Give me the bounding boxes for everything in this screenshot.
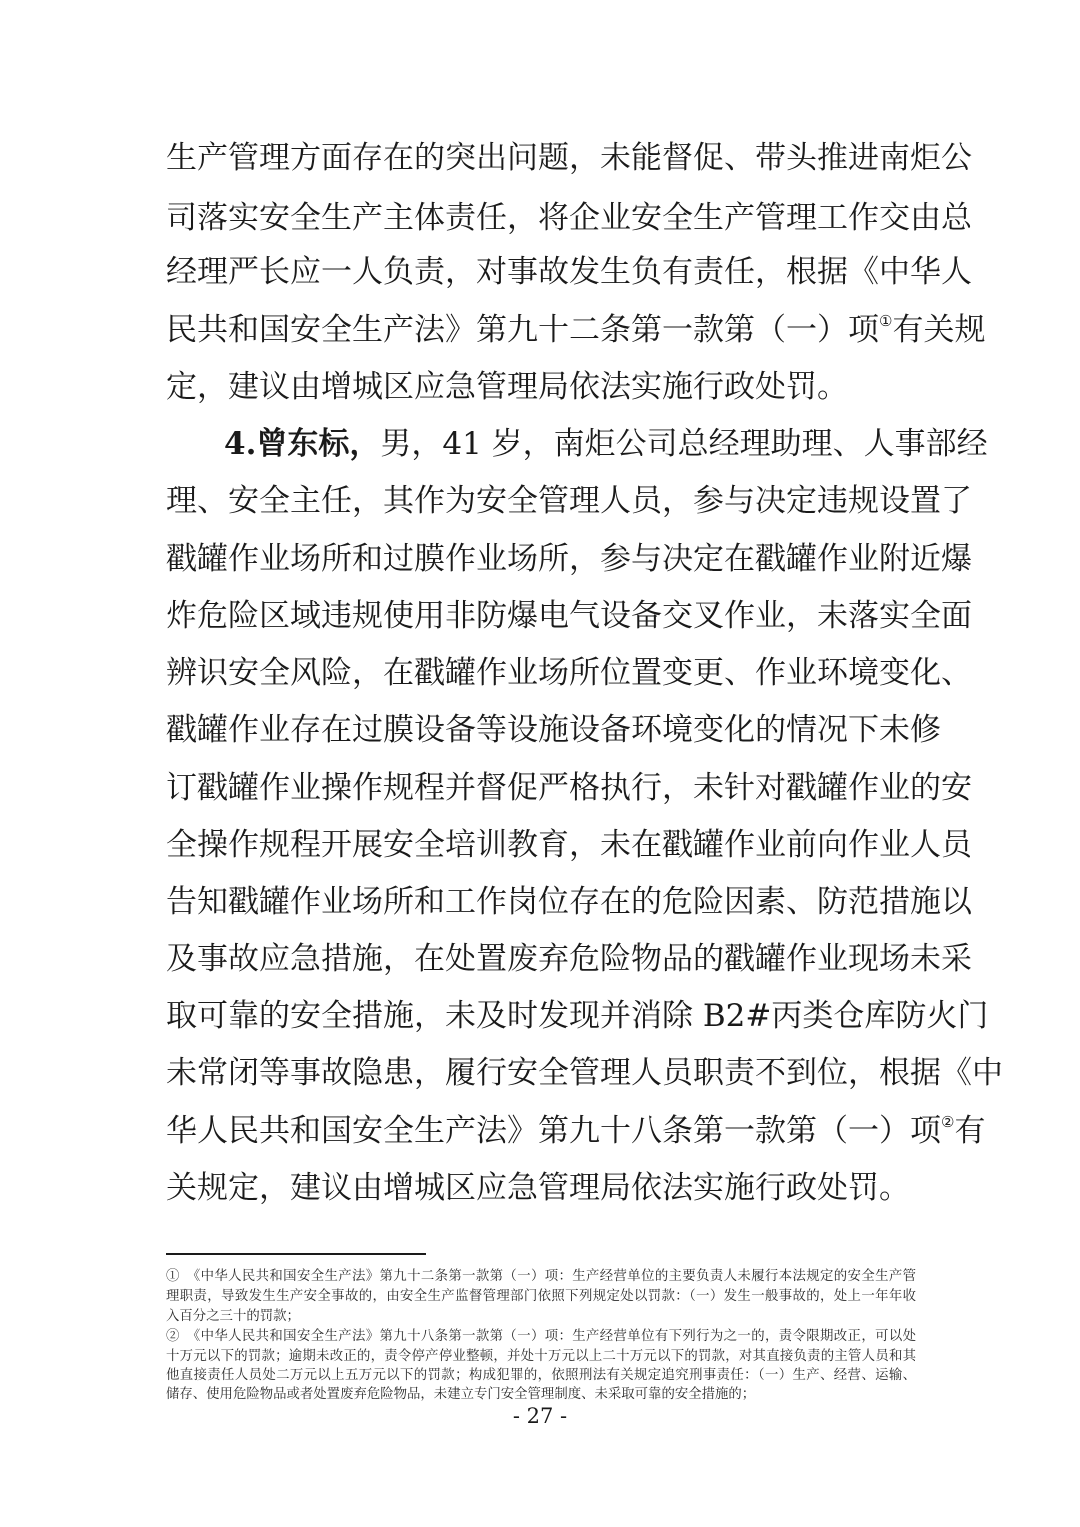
footnote-ref-1: ① xyxy=(879,312,893,330)
footnote-ref-2: ② xyxy=(941,1113,955,1131)
text-segment: 男，41 岁，南炬公司总经理助理、人事部经 xyxy=(380,426,988,462)
text-line: 辨识安全风险，在戳罐作业场所位置变更、作业环境变化、 xyxy=(166,655,972,691)
footnote-line: 十万元以下的罚款；逾期未改正的，责令停产停业整顿，并处十万元以上二十万元以下的罚款，对其直接负责的主管人员和其 xyxy=(166,1349,916,1364)
text-line: 告知戳罐作业场所和工作岗位存在的危险因素、防范措施以 xyxy=(166,884,972,920)
text-line: 经理严长应一人负责，对事故发生负有责任，根据《中华人 xyxy=(166,254,972,290)
page-number: - 27 - xyxy=(512,1404,568,1428)
text-segment: 有关规 xyxy=(892,312,986,348)
text-line xyxy=(224,417,988,471)
text-segment: 民共和国安全生产法》第九十二条第一款第（一）项 xyxy=(166,312,879,348)
text-line: 戳罐作业场所和过膜作业场所，参与决定在戳罐作业附近爆 xyxy=(166,541,972,577)
text-line: 全操作规程开展安全培训教育，未在戳罐作业前向作业人员 xyxy=(166,827,972,863)
text-line: 司落实安全生产主体责任，将企业安全生产管理工作交由总 xyxy=(166,200,972,236)
person-heading: 4.曾东标， xyxy=(224,426,381,462)
text-line: 生产管理方面存在的突出问题，未能督促、带头推进南炬公 xyxy=(166,140,972,176)
text-line: 未常闭等事故隐患，履行安全管理人员职责不到位，根据《中 xyxy=(166,1055,1003,1091)
footnote-line: 入百分之三十的罚款； xyxy=(166,1309,300,1324)
footnote-line: ① 《中华人民共和国安全生产法》第九十二条第一款第（一）项：生产经营单位的主要负责人未履行本法规定的安全生产管 xyxy=(166,1269,916,1284)
text-line xyxy=(166,1104,986,1158)
text-line: 炸危险区域违规使用非防爆电气设备交叉作业，未落实全面 xyxy=(166,598,972,634)
text-line xyxy=(166,303,986,357)
text-line: 关规定，建议由增城区应急管理局依法实施行政处罚。 xyxy=(166,1170,910,1206)
footnote-line: 他直接责任人员处二万元以上五万元以下的罚款；构成犯罪的，依照刑法有关规定追究刑事责任：（一）生产、经营、运输、 xyxy=(166,1368,916,1383)
text-segment: 华人民共和国安全生产法》第九十八条第一款第（一）项 xyxy=(166,1113,941,1149)
text-line: 理、安全主任，其作为安全管理人员，参与决定违规设置了 xyxy=(166,483,972,519)
footnote-separator xyxy=(166,1253,426,1255)
text-line: 定，建议由增城区应急管理局依法实施行政处罚。 xyxy=(166,369,848,405)
footnote-line: 储存、使用危险物品或者处置废弃危险物品，未建立专门安全管理制度、未采取可靠的安全措施的； xyxy=(166,1387,756,1402)
text-line: 订戳罐作业操作规程并督促严格执行，未针对戳罐作业的安 xyxy=(166,770,972,806)
text-segment: 有 xyxy=(954,1113,986,1149)
text-line: 取可靠的安全措施，未及时发现并消除 B2#丙类仓库防火门 xyxy=(166,998,989,1034)
text-line: 及事故应急措施，在处置废弃危险物品的戳罐作业现场未采 xyxy=(166,941,972,977)
text-line: 戳罐作业存在过膜设备等设施设备环境变化的情况下未修 xyxy=(166,712,941,748)
footnote-line: ② 《中华人民共和国安全生产法》第九十八条第一款第（一）项：生产经营单位有下列行为之一的，责令限期改正，可以处 xyxy=(166,1329,916,1344)
footnote-line: 理职责，导致发生生产安全事故的，由安全生产监督管理部门依照下列规定处以罚款：（一）发生一般事故的，处上一年年收 xyxy=(166,1289,916,1304)
